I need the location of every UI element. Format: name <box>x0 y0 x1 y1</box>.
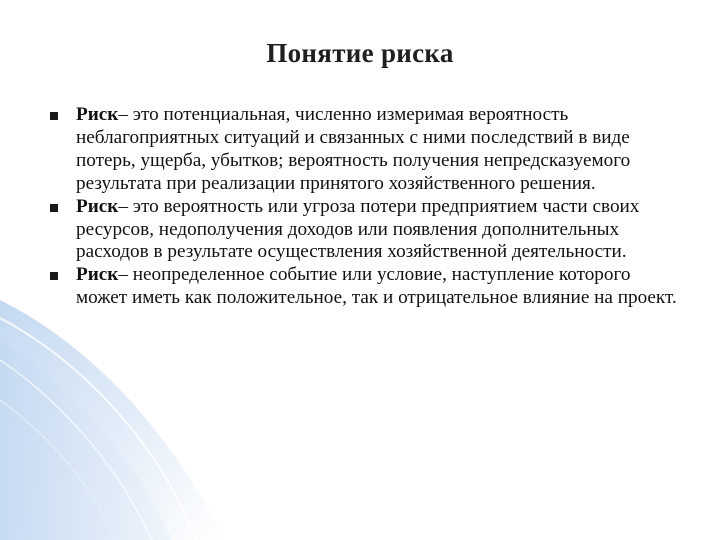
bullet-text: – это вероятность или угроза потери предприятием части своих ресурсов, недополучения доходов или появления дополнительных расходов в результате осуществления хозяйственной деятельности. <box>76 195 640 263</box>
bullet-term: Риск <box>76 104 119 125</box>
square-bullet-icon <box>50 112 58 120</box>
slide-title: Понятие риска <box>266 38 454 68</box>
bullet-text: – это потенциальная, численно измеримая вероятность неблагоприятных ситуаций и связанных с ними последствий в виде потерь, ущерба, убытков; вероятность получения непредсказуемого результата при реализации принятого хозяйственного решения. <box>76 104 631 194</box>
bullet-item <box>50 264 680 310</box>
bullet-text: – неопределенное событие или условие, наступление которого может иметь как положительное, так и отрицательное влияние на проект. <box>76 264 677 309</box>
square-bullet-icon <box>50 272 58 280</box>
bullet-item <box>50 104 680 196</box>
bullet-item <box>50 196 680 265</box>
bullet-term: Риск <box>76 264 119 286</box>
square-bullet-icon <box>50 204 58 212</box>
bullet-list <box>50 104 680 310</box>
bullet-term: Риск <box>76 195 119 217</box>
